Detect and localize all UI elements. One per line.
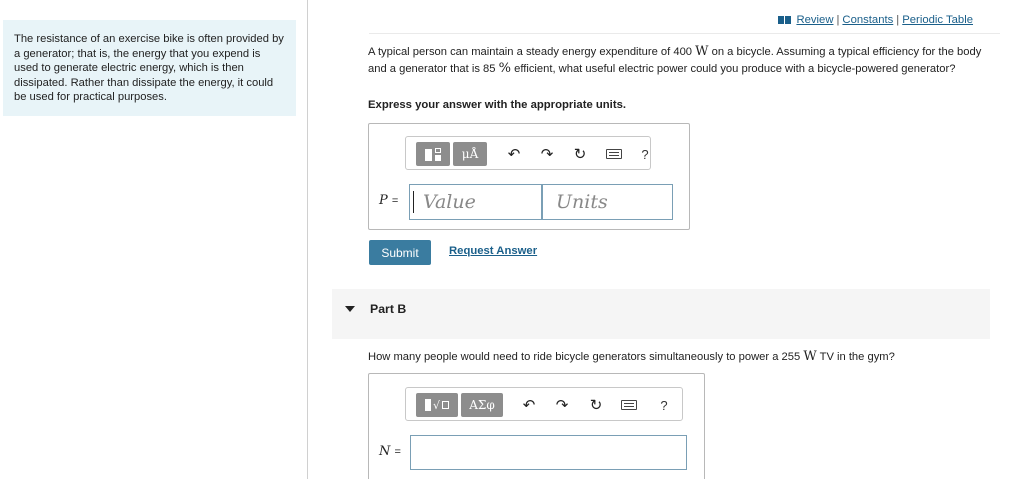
part-b-answer-box xyxy=(368,373,705,479)
symbols-button[interactable]: ΑΣφ xyxy=(461,393,503,417)
part-a-question: A typical person can maintain a steady energy expenditure of 400 W on a bicycle. Assuming a typical efficiency for the body and a generator that is 85 % efficient, what useful electric power could you produce with a bicycle-powered generator? xyxy=(368,44,982,76)
value-input[interactable]: Value xyxy=(409,184,542,220)
undo-icon[interactable]: ↶ xyxy=(522,397,536,414)
unit-symbol: W xyxy=(695,44,709,59)
left-panel xyxy=(0,0,308,479)
book-icon xyxy=(778,16,791,24)
templates-button[interactable] xyxy=(416,393,458,417)
templates-icon xyxy=(425,148,441,161)
units-button[interactable]: μÅ xyxy=(453,142,487,166)
unit-symbol: W xyxy=(803,349,817,364)
part-b-question: How many people would need to ride bicycle generators simultaneously to power a 255 W TV in the gym? xyxy=(368,349,895,364)
answer-input[interactable] xyxy=(410,435,687,470)
units-input[interactable]: Units xyxy=(542,184,673,220)
submit-button[interactable]: Submit xyxy=(369,240,431,265)
percent-symbol: % xyxy=(498,60,511,76)
periodic-table-link[interactable]: Periodic Table xyxy=(902,14,973,26)
link-separator: | xyxy=(896,14,900,26)
caret-down-icon[interactable] xyxy=(345,306,355,312)
variable-label: P = xyxy=(379,193,399,208)
variable-label: N = xyxy=(379,444,401,459)
undo-icon[interactable]: ↶ xyxy=(507,146,521,163)
link-separator: | xyxy=(836,14,840,26)
review-link[interactable]: Review xyxy=(796,14,834,26)
text-cursor xyxy=(413,191,414,213)
request-answer-link[interactable]: Request Answer xyxy=(449,245,538,257)
templates-sqrt-icon: √ xyxy=(425,399,449,412)
part-b-title[interactable]: Part B xyxy=(370,302,407,316)
reset-icon[interactable]: ↻ xyxy=(589,397,603,414)
answer-instructions: Express your answer with the appropriate units. xyxy=(368,99,627,111)
intro-text: The resistance of an exercise bike is often provided by a generator; that is, the energy that you expend is used to generate electric energy, which is then dissipated. Rather than dissipate the energy, it could be used for practical purposes. xyxy=(3,20,296,116)
help-icon[interactable]: ? xyxy=(660,397,668,413)
constants-link[interactable]: Constants xyxy=(842,14,894,26)
help-icon[interactable]: ? xyxy=(641,146,649,162)
redo-icon[interactable]: ↷ xyxy=(555,397,569,414)
main-content xyxy=(309,0,1024,479)
divider xyxy=(369,33,1000,34)
part-b-header[interactable] xyxy=(332,289,990,339)
part-a-answer-box xyxy=(368,123,690,230)
part-a-toolbar xyxy=(405,136,651,170)
keyboard-icon[interactable] xyxy=(619,394,639,416)
reset-icon[interactable]: ↻ xyxy=(573,146,587,163)
resource-links xyxy=(778,14,973,26)
templates-button[interactable] xyxy=(416,142,450,166)
redo-icon[interactable]: ↷ xyxy=(540,146,554,163)
keyboard-icon[interactable] xyxy=(604,143,624,165)
part-b-toolbar xyxy=(405,387,683,421)
